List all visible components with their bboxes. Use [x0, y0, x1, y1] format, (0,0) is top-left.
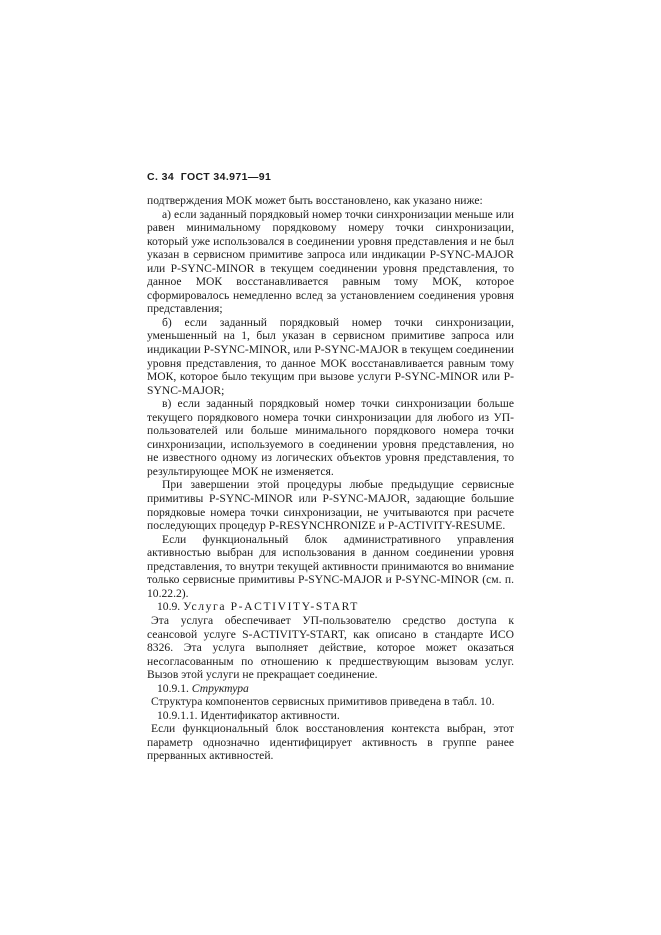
page-header	[147, 171, 271, 183]
paragraph-activity-identifier: Если функциональный блок восстановления контекста выбран, этот параметр однозначно идентифицирует активность в группе ранее прерванных активностей.	[147, 722, 514, 763]
paragraph-item-c: в) если заданный порядковый номер точки синхронизации больше текущего порядкового номера точки синхронизации для любого из УП-пользователей или больше минимального порядкового номера точки синхронизации, используемого в соединении уровня представления, но не известного одному из логических объектов уровня представления, то результирующее МОК не изменяется.	[147, 397, 514, 478]
paragraph-activity-management: Если функциональный блок административного управления активностью выбран для использования в данном соединении уровня представления, то внутри текущей активности принимаются во внимание только сервисные примитивы P-SYNC-MAJOR и P-SYNC-MINOR (см. п. 10.22.2).	[147, 532, 514, 600]
paragraph-completion: При завершении этой процедуры любые предыдущие сервисные примитивы P-SYNC-MINOR или P-SYNC-MAJOR, задающие большие порядковые номера точки синхронизации, не учитываются при расчете последующих процедур P-RESYNCHRONIZE и P-ACTIVITY-RESUME.	[147, 478, 514, 533]
subsection-title: Структура	[191, 681, 249, 695]
page-number: С. 34	[147, 171, 175, 183]
paragraph-structure: Структура компонентов сервисных примитивов приведена в табл. 10.	[151, 695, 495, 709]
subsection-heading-10-9-1	[147, 682, 514, 696]
subsection-heading-10-9-1-1: 10.9.1.1. Идентификатор активности.	[157, 708, 340, 722]
section-title: Услуга P-ACTIVITY-START	[183, 600, 359, 614]
paragraph-item-b: б) если заданный порядковый номер точки синхронизации, уменьшенный на 1, был указан в сервисном примитиве запроса или индикации P-SYNC-MINOR, или P-SYNC-MAJOR в текущем соединении уровня представления, то данное МОК восстанавливается равным тому МОК, которое было текущим при вызове услуги P-SYNC-MINOR или P-SYNC-MAJOR;	[147, 315, 514, 397]
paragraph-item-a: а) если заданный порядковый номер точки синхронизации меньше или равен минимальному порядковому номеру точки синхронизации, который уже использовался в соединении уровня представления и не был указан в сервисном примитиве запроса или индикации P-SYNC-MAJOR или P-SYNC-MINOR в текущем соединении уровня представления, то данное МОК восстанавливается равным тому МОК, которое сформировалось немедленно вслед за установлением соединения уровня представления;	[147, 207, 514, 316]
standard-number: ГОСТ 34.971—91	[180, 171, 272, 183]
section-number: 10.9.	[157, 600, 181, 614]
document-body	[147, 194, 514, 763]
section-heading-10-9	[147, 600, 514, 614]
paragraph-continuation: подтверждения МОК может быть восстановлено, как указано ниже:	[147, 194, 483, 207]
paragraph-service-description: Эта услуга обеспечивает УП-пользователю средство доступа к сеансовой услуге S-ACTIVITY-START, как описано в стандарте ИСО 8326. Эта услуга выполняет действие, которое может оказаться несогласованным по отношению к предшествующим вызовам услуг. Вызов этой услуги не прекращает соединение.	[147, 613, 514, 682]
subsection-number: 10.9.1.	[157, 681, 189, 695]
